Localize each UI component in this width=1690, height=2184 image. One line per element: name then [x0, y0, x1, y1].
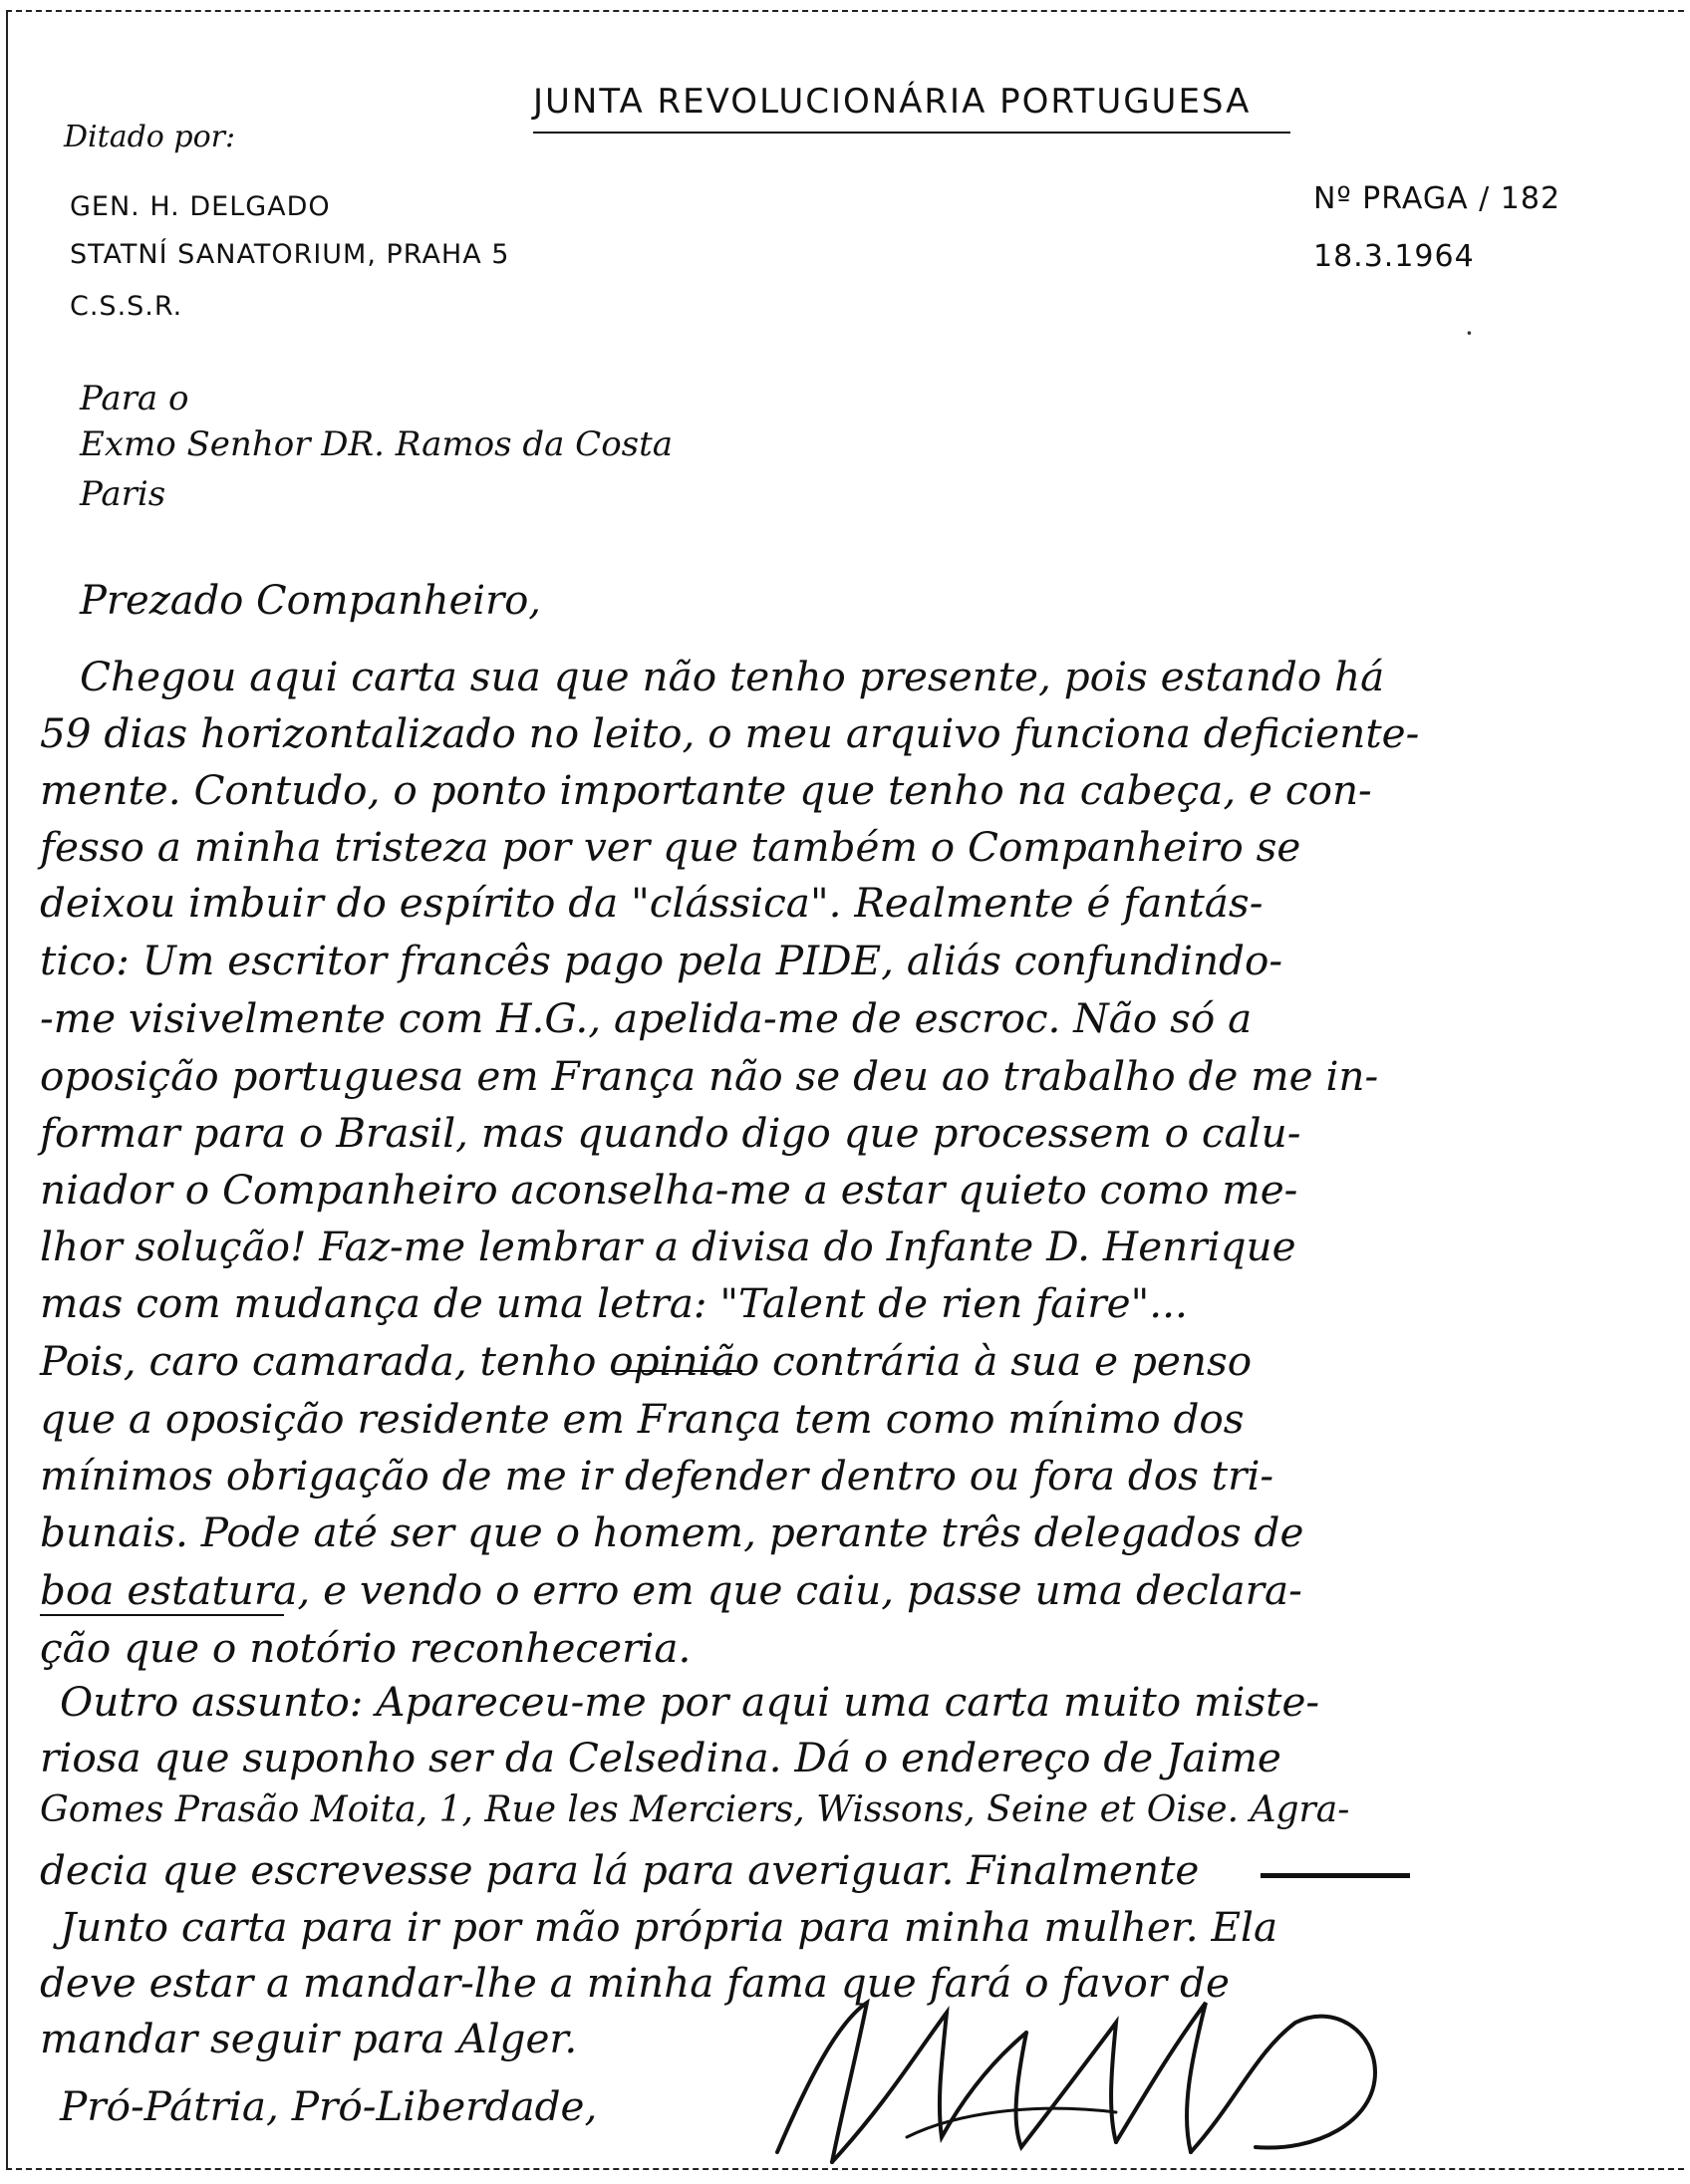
body-line: mente. Contudo, o ponto importante que tenho na cabeça, e con-	[40, 766, 1372, 814]
body-line: deixou imbuir do espírito da "clássica". Realmente é fantás-	[40, 879, 1264, 927]
body-line: fesso a minha tristeza por ver que também o Companheiro se	[40, 823, 1301, 871]
body-line: Pois, caro camarada, tenho opinião contrária à sua e penso	[40, 1337, 1253, 1385]
handwritten-signature	[737, 1963, 1435, 2172]
recipient-city: Paris	[80, 474, 166, 514]
body-line: formar para o Brasil, mas quando digo que processem o calu-	[40, 1109, 1301, 1157]
underline-mark	[40, 1614, 284, 1616]
strikethrough-mark	[1261, 1873, 1410, 1878]
body-line: 59 dias horizontalizado no leito, o meu arquivo funciona deficiente-	[40, 709, 1420, 757]
body-line: niador o Companheiro aconselha-me a estar quieto como me-	[40, 1166, 1298, 1214]
body-line: tico: Um escritor francês pago pela PIDE, aliás confundindo-	[40, 937, 1283, 984]
sender-address: STATNÍ SANATORIUM, PRAHA 5	[70, 239, 510, 270]
body-line: Junto carta para ir por mão própria para minha mulher. Ela	[60, 1903, 1278, 1951]
body-line: -me visivelmente com H.G., apelida-me de escroc. Não só a	[40, 994, 1253, 1042]
body-line: mínimos obrigação de me ir defender dentro ou fora dos tri-	[40, 1452, 1274, 1500]
body-line: deve estar a mandar-lhe a minha fama que fará o favor de	[40, 1959, 1230, 2007]
body-line: oposição portuguesa em França não se deu ao trabalho de me in-	[40, 1052, 1379, 1100]
body-line: bunais. Pode até ser que o homem, perante três delegados de	[40, 1508, 1304, 1556]
sender-country: C.S.S.R.	[70, 291, 183, 322]
page-border-top	[6, 10, 1684, 12]
stray-dot: ·	[1465, 317, 1474, 350]
underline-mark	[613, 1370, 742, 1372]
organization-title: JUNTA REVOLUCIONÁRIA PORTUGUESA	[533, 82, 1252, 122]
sender-name: GEN. H. DELGADO	[70, 191, 331, 222]
body-line: mandar seguir para Alger.	[40, 2015, 578, 2062]
body-line: decia que escrevesse para lá para averiguar. Finalmente	[40, 1846, 1200, 1894]
body-line: boa estatura, e vendo o erro em que caiu, passe uma declara-	[40, 1566, 1302, 1614]
closing-line: Pró-Pátria, Pró-Liberdade,	[60, 2082, 598, 2130]
recipient-name: Exmo Senhor DR. Ramos da Costa	[80, 424, 674, 464]
body-line: Outro assunto: Apareceu-me por aqui uma carta muito miste-	[60, 1678, 1320, 1726]
body-line: que a oposição residente em França tem como mínimo dos	[40, 1395, 1245, 1443]
page-border-left	[6, 10, 8, 2168]
organization-title-underline	[533, 132, 1290, 134]
dictated-by-label: Ditado por:	[64, 120, 236, 154]
recipient-line-1: Para o	[80, 379, 189, 418]
body-line: ção que o notório reconheceria.	[40, 1624, 692, 1672]
body-line: lhor solução! Faz-me lembrar a divisa do Infante D. Henrique	[40, 1223, 1296, 1270]
body-line: Chegou aqui carta sua que não tenho presente, pois estando há	[80, 653, 1385, 700]
body-line: Gomes Prasão Moita, 1, Rue les Merciers, Wissons, Seine et Oise. Agra-	[40, 1789, 1350, 1830]
salutation: Prezado Companheiro,	[80, 578, 542, 624]
body-line: riosa que suponho ser da Celsedina. Dá o endereço de Jaime	[40, 1734, 1281, 1781]
body-line: mas com mudança de uma letra: "Talent de rien faire"...	[40, 1279, 1188, 1327]
letter-date: 18.3.1964	[1313, 239, 1475, 274]
reference-number: Nº PRAGA / 182	[1313, 181, 1561, 216]
